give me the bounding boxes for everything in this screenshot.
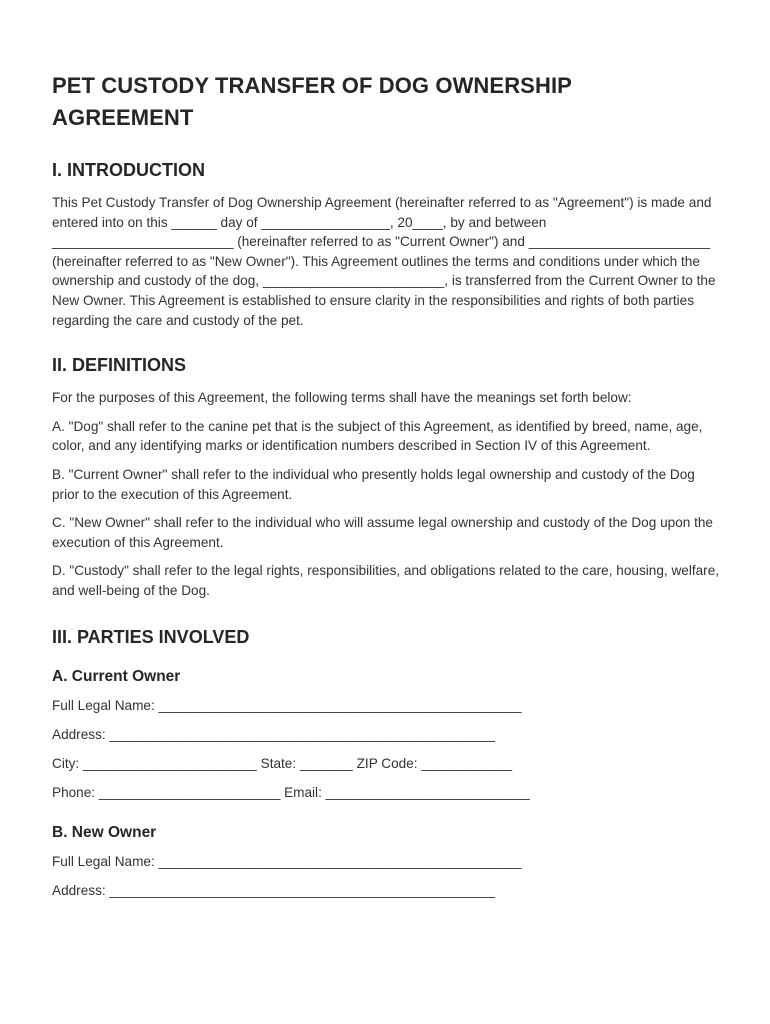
current-owner-full-name-field: Full Legal Name: ________________________________________________ [52,697,522,713]
parties-heading: III. PARTIES INVOLVED [52,626,250,647]
introduction-heading: I. INTRODUCTION [52,160,205,180]
definitions-intro: For the purposes of this Agreement, the following terms shall have the meanings set forth below: [52,390,632,406]
current-owner-city-state-zip-field: City: _______________________ State: _______ ZIP Code: ____________ [52,755,513,771]
new-owner-address-field: Address: ___________________________________________________ [52,883,495,899]
current-owner-address-field: Address: ___________________________________________________ [52,726,495,742]
definition-dog: A. "Dog" shall refer to the canine pet that is the subject of this Agreement, as identified by breed, name, age, color, and any identifying marks or identification numbers described in Section IV of this Agreement. [52,418,703,454]
document-title [52,70,720,134]
definition-custody: D. "Custody" shall refer to the legal rights, responsibilities, and obligations related to the care, housing, welfare, and well-being of the Dog. [52,563,720,598]
new-owner-full-name-field: Full Legal Name: ________________________________________________ [52,854,522,870]
current-owner-phone-email-field: Phone: ________________________ Email: ___________________________ [52,784,530,800]
new-owner-heading: B. New Owner [52,824,157,842]
introduction-section [52,160,720,330]
new-owner-block [52,824,720,901]
document-page [52,70,720,911]
definitions-heading: II. DEFINITIONS [52,355,187,376]
definitions-section [52,355,720,600]
document-title-line-2: AGREEMENT [52,105,194,130]
current-owner-heading: A. Current Owner [52,667,181,685]
document-title-line-1: PET CUSTODY TRANSFER OF DOG OWNERSHIP [52,73,572,98]
introduction-paragraph: This Pet Custody Transfer of Dog Ownership Agreement (hereinafter referred to as "Agreement") is made and entered into on this ______ day of _________________, 20____, by and between ________________________ (hereinafter referred to as "Current Owner") and ________________________ (hereinafter referred to as "New Owner"). This Agreement outlines the terms and conditions under which the ownership and custody of the dog, ________________________, is transferred from the Current Owner to the New Owner. This Agreement is established to ensure clarity in the responsibilities and rights of both parties regarding the care and custody of the pet. [52,195,716,328]
parties-section [52,627,720,902]
current-owner-block [52,668,720,803]
definition-current-owner: B. "Current Owner" shall refer to the individual who presently holds legal ownership and custody of the Dog prior to the execution of this Agreement. [52,466,695,502]
definition-new-owner: C. "New Owner" shall refer to the individual who will assume legal ownership and custody of the Dog upon the execution of this Agreement. [52,515,713,550]
